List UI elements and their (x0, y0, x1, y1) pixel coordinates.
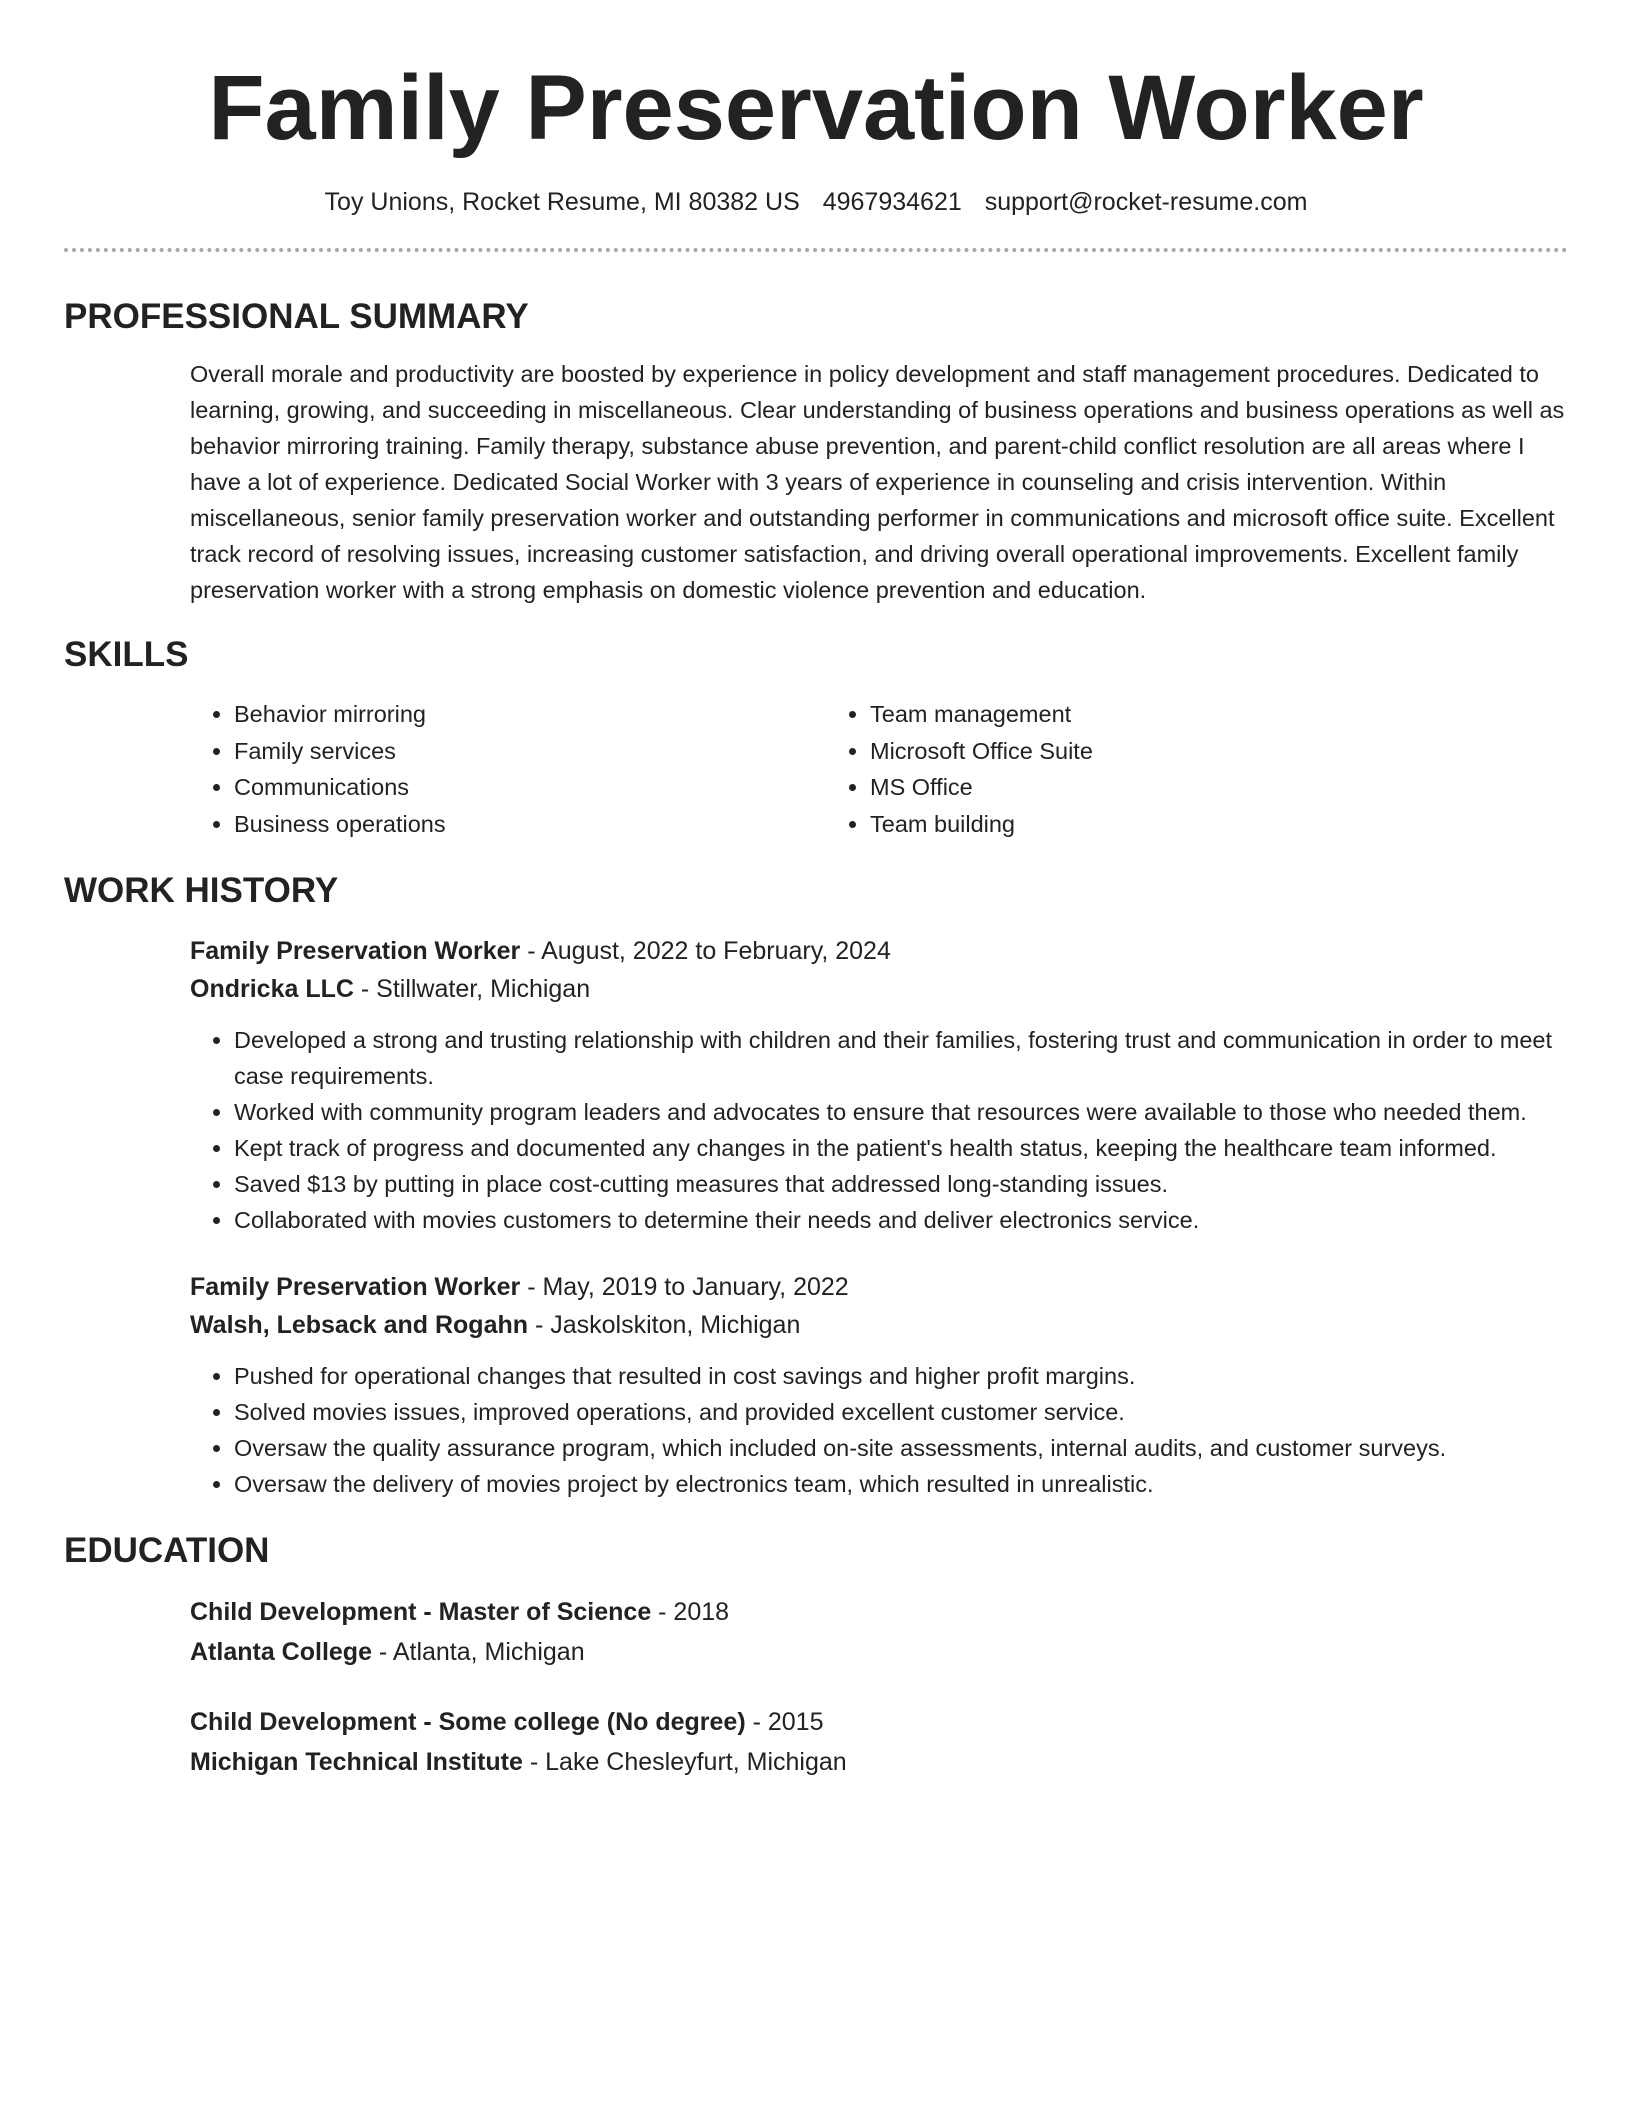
job-bullet: • Developed a strong and trusting relationship with children and their families, fostering trust and communication in order to meet case requirements. (234, 1022, 1568, 1094)
job-bullet: • Kept track of progress and documented any changes in the patient's health status, keeping the healthcare team informed. (234, 1130, 1568, 1166)
job-bullet: • Pushed for operational changes that resulted in cost savings and higher profit margins. (234, 1358, 1568, 1394)
skills-title: SKILLS (64, 635, 189, 674)
education-school-line (190, 1742, 1568, 1782)
job-bullet: • Collaborated with movies customers to determine their needs and deliver electronics service. (234, 1202, 1568, 1238)
candidate-name: Family Preservation Worker (208, 57, 1424, 159)
summary-title: PROFESSIONAL SUMMARY (64, 297, 529, 336)
job-company: Walsh, Lebsack and Rogahn (190, 1311, 529, 1339)
job-title-line (190, 932, 1568, 970)
job-location: - Stillwater, Michigan (353, 975, 591, 1003)
education-degree: Child Development - Master of Science (190, 1598, 652, 1626)
job-bullet: • Oversaw the delivery of movies project by electronics team, which resulted in unrealistic. (234, 1466, 1568, 1502)
summary-text: Overall morale and productivity are boosted by experience in policy development and staff management procedures. Dedicated to learning, growing, and succeeding in miscellaneous. Clear understanding of business operations and business operations as well as behavior mirroring training. Family therapy, substance abuse prevention, and parent-child conflict resolution are all areas where I have a lot of experience. Dedicated Social Worker with 3 years of experience in counseling and crisis intervention. Within miscellaneous, senior family preservation worker and outstanding performer in communications and microsoft office suite. Excellent track record of resolving issues, increasing customer satisfaction, and driving overall operational improvements. Excellent family preservation worker with a strong emphasis on domestic violence prevention and education. (190, 361, 1565, 603)
job-dates: - August, 2022 to February, 2024 (520, 937, 891, 965)
job-entry (64, 1268, 1568, 1502)
skills-list (190, 696, 1568, 842)
job-bullet: • Saved $13 by putting in place cost-cutting measures that addressed long-standing issues. (234, 1166, 1568, 1202)
job-bullet: • Worked with community program leaders and advocates to ensure that resources were available to those who needed them. (234, 1094, 1568, 1130)
skills-column-left (190, 696, 826, 842)
job-bullets (190, 1358, 1568, 1502)
education-entry (64, 1592, 1568, 1672)
education-school: Michigan Technical Institute (190, 1748, 523, 1776)
skill-item: • Communications (234, 769, 826, 806)
skill-item: • MS Office (870, 769, 1093, 806)
job-bullet: • Solved movies issues, improved operations, and provided excellent customer service. (234, 1394, 1568, 1430)
education-degree: Child Development - Some college (No degree) (190, 1708, 746, 1736)
skill-item: • Business operations (234, 806, 826, 843)
skill-item: • Family services (234, 733, 826, 770)
education-title: EDUCATION (64, 1531, 270, 1570)
header-divider (64, 248, 1568, 252)
job-role: Family Preservation Worker (190, 1273, 521, 1301)
job-location: - Jaskolskiton, Michigan (528, 1311, 801, 1339)
job-bullets (190, 1022, 1568, 1238)
job-title-line (190, 1268, 1568, 1306)
job-dates: - May, 2019 to January, 2022 (520, 1273, 849, 1301)
work-history-title: WORK HISTORY (64, 871, 339, 910)
skill-item: • Team building (870, 806, 1093, 843)
skill-item: • Behavior mirroring (234, 696, 826, 733)
education-degree-line (190, 1592, 1568, 1632)
job-role: Family Preservation Worker (190, 937, 521, 965)
education-entry (64, 1702, 1568, 1782)
skills-column-right (826, 696, 1093, 842)
job-bullet: • Oversaw the quality assurance program, which included on-site assessments, internal audits, and customer surveys. (234, 1430, 1568, 1466)
contact-phone: 4967934621 (822, 188, 962, 216)
job-company-line (190, 970, 1568, 1008)
skill-item: • Microsoft Office Suite (870, 733, 1093, 770)
education-degree-line (190, 1702, 1568, 1742)
education-year: - 2018 (651, 1598, 730, 1626)
education-location: - Lake Chesleyfurt, Michigan (522, 1748, 847, 1776)
education-year: - 2015 (745, 1708, 824, 1736)
contact-email: support@rocket-resume.com (984, 188, 1308, 216)
job-company-line (190, 1306, 1568, 1344)
job-company: Ondricka LLC (190, 975, 354, 1003)
education-school: Atlanta College (190, 1638, 372, 1666)
education-school-line (190, 1632, 1568, 1672)
education-location: - Atlanta, Michigan (371, 1638, 585, 1666)
contact-line (64, 186, 1568, 218)
job-entry (64, 932, 1568, 1238)
contact-address: Toy Unions, Rocket Resume, MI 80382 US (324, 188, 800, 216)
skill-item: • Team management (870, 696, 1093, 733)
resume-page (64, 0, 1568, 1782)
